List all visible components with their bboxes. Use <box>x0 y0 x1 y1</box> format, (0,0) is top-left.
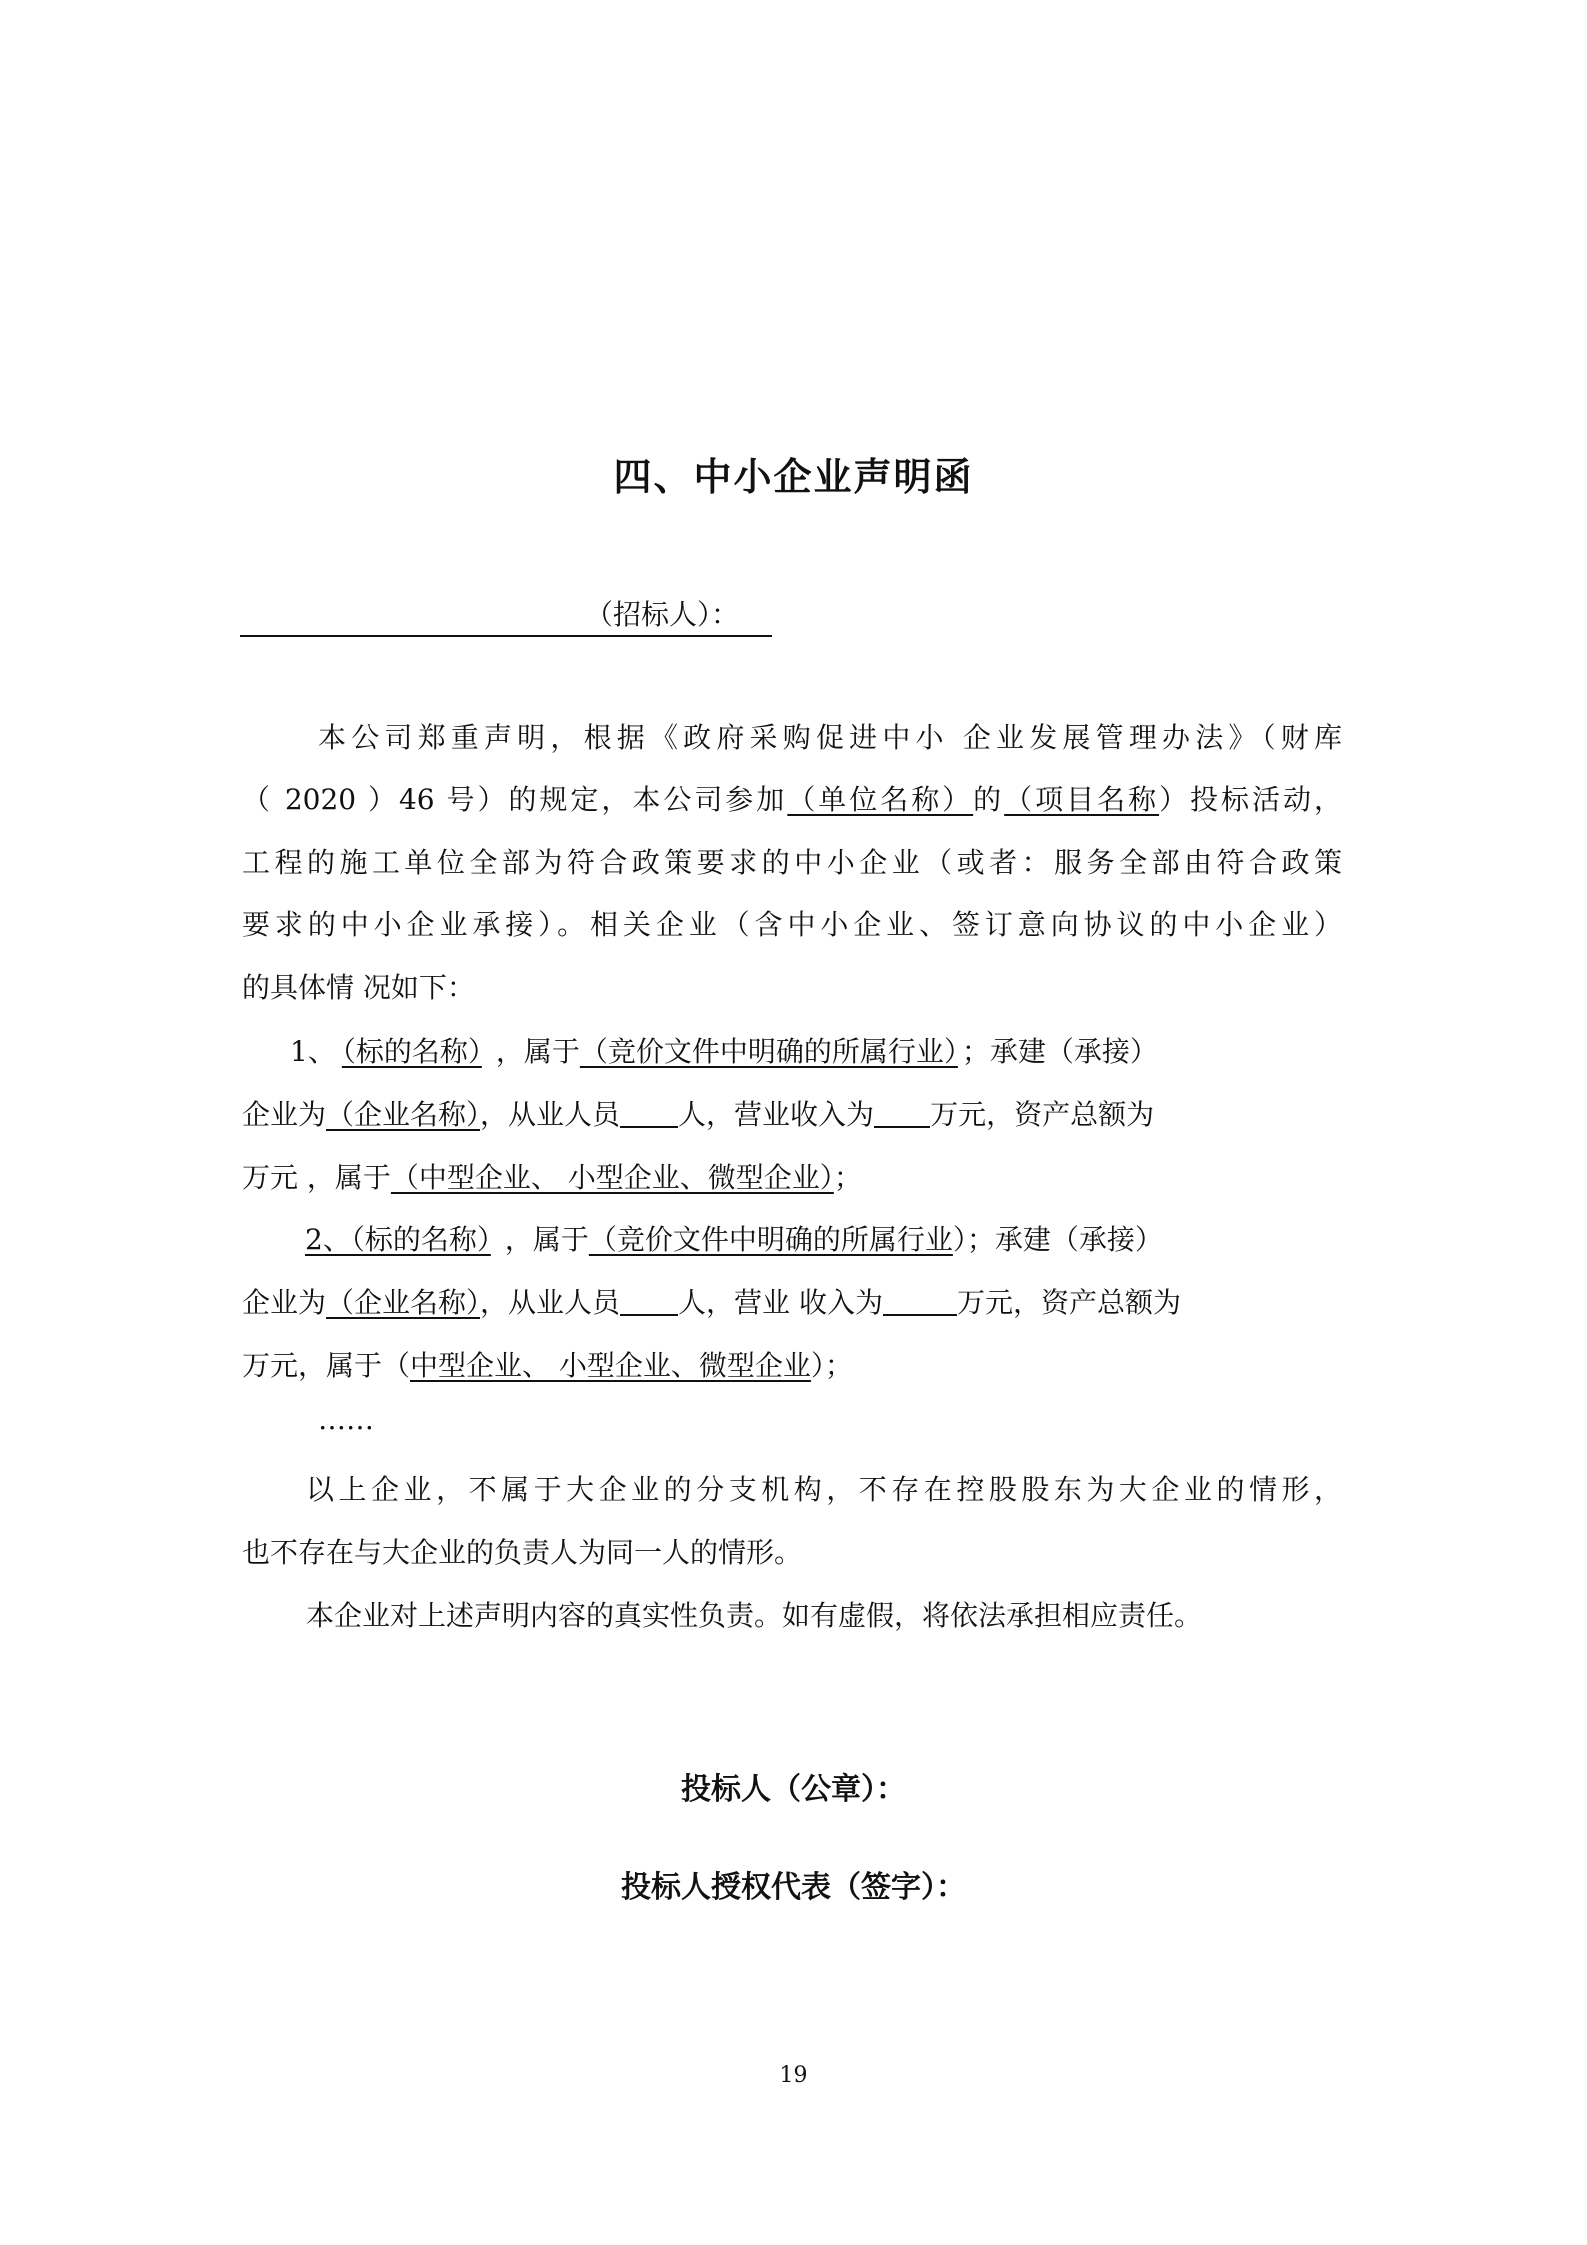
item-2-revenue-blank <box>883 1286 957 1316</box>
item-1-company-prefix: 企业为 <box>242 1098 327 1131</box>
p1-line-2-e: ）投标活动， <box>1159 783 1342 816</box>
item-2-contractor-label: ）；承建（承接） <box>952 1223 1163 1256</box>
p1-line-5-text: 的具体情 况如下： <box>242 971 475 1004</box>
item-2-company-name: （企业名称） <box>326 1286 481 1319</box>
item-1-company-name: （企业名称） <box>326 1098 481 1131</box>
addressee-line <box>240 595 772 637</box>
paragraph-3 <box>306 1598 1406 1634</box>
item-2-line-2 <box>242 1285 1342 1321</box>
item-1-contractor-label: ；承建（承接） <box>961 1035 1158 1068</box>
p2-line-2-text: 也不存在与大企业的负责人为同一人的情形。 <box>242 1536 803 1569</box>
unit-name-field: （单位名称） <box>787 783 974 816</box>
p1-line-1-text: 本公司郑重声明，根据《政府采购促进中小 企业发展管理办法》（财库 <box>318 721 1342 754</box>
item-2-assets-label: 万元，资产总额为 <box>956 1286 1181 1319</box>
representative-signature-label: 投标人授权代表（签字）： <box>621 1870 966 1905</box>
project-name-field: （项目名称 <box>1004 783 1160 816</box>
item-2-end: ）； <box>810 1349 853 1382</box>
item-2-revenue-label: 人，营业 收入为 <box>678 1286 883 1319</box>
item-1-end: ； <box>833 1161 862 1194</box>
p2-line-1-text: 以上企业，不属于大企业的分支机构，不存在控股股东为大企业的情形， <box>306 1473 1342 1506</box>
paragraph-1-line-1 <box>318 720 1342 756</box>
item-2-line-3 <box>242 1348 1342 1384</box>
item-2-staff-label: ，从业人员 <box>480 1286 621 1319</box>
page-title: 四、中小企业声明函 <box>613 455 974 499</box>
item-1-enterprise-scale: （中型企业、 小型企业、微型企业） <box>390 1161 834 1194</box>
item-1-belong: ，属于 <box>495 1035 580 1068</box>
page-number: 19 <box>779 2063 808 2088</box>
item-1-line-2 <box>242 1097 1342 1133</box>
p1-line-4-text: 要求的中小企业承接）。相关企业（含中小企业、签订意向协议的中小企业） <box>242 908 1342 941</box>
paragraph-1-line-2 <box>242 782 1342 818</box>
item-2-staff-blank <box>620 1286 678 1316</box>
item-2-line-1 <box>305 1222 1342 1258</box>
paragraph-1-line-3 <box>242 845 1342 881</box>
item-1-unit-prefix: 万元 ，属于 <box>242 1161 391 1194</box>
paragraph-1-line-4 <box>242 907 1342 943</box>
item-1-line-3 <box>242 1160 1342 1196</box>
p3-text: 本企业对上述声明内容的真实性负责。如有虚假，将依法承担相应责任。 <box>306 1599 1203 1632</box>
item-1-staff-label: ，从业人员 <box>480 1098 621 1131</box>
item-2-subject-name: 2、（标的名称） <box>305 1223 491 1256</box>
bidder-seal-label: 投标人（公章）： <box>681 1772 906 1807</box>
item-1-industry: （竞价文件中明确的所属行业） <box>579 1035 958 1068</box>
ellipsis: …… <box>318 1403 374 1436</box>
paragraph-2-line-2 <box>242 1535 1342 1571</box>
addressee-label: （招标人）： <box>585 598 740 631</box>
item-2-industry: （竞价文件中明确的所属行业 <box>588 1223 953 1256</box>
item-1-subject-name: （标的名称） <box>341 1035 482 1068</box>
item-1-staff-blank <box>620 1098 678 1128</box>
item-2-belong: ，属于 <box>504 1223 589 1256</box>
paragraph-2-line-1 <box>306 1472 1342 1508</box>
paragraph-1-line-5 <box>242 970 1342 1006</box>
item-1-revenue-label: 人，营业收入为 <box>678 1098 875 1131</box>
item-1-revenue-blank <box>874 1098 930 1128</box>
p1-line-3-text: 工程的施工单位全部为符合政策要求的中小企业（或者：服务全部由符合政策 <box>242 846 1342 879</box>
item-2-unit-prefix: 万元，属于（ <box>242 1349 411 1382</box>
item-2-enterprise-scale: 中型企业、 小型企业、微型企业 <box>410 1349 811 1382</box>
item-1-number: 1、 <box>290 1035 336 1068</box>
item-1-line-1 <box>290 1034 1342 1070</box>
item-2-company-prefix: 企业为 <box>242 1286 327 1319</box>
p1-line-2-c: 的 <box>973 783 1005 816</box>
p1-line-2-a: （ 2020 ）46 号）的规定，本公司参加 <box>242 783 788 816</box>
item-1-assets-label: 万元，资产总额为 <box>930 1098 1155 1131</box>
